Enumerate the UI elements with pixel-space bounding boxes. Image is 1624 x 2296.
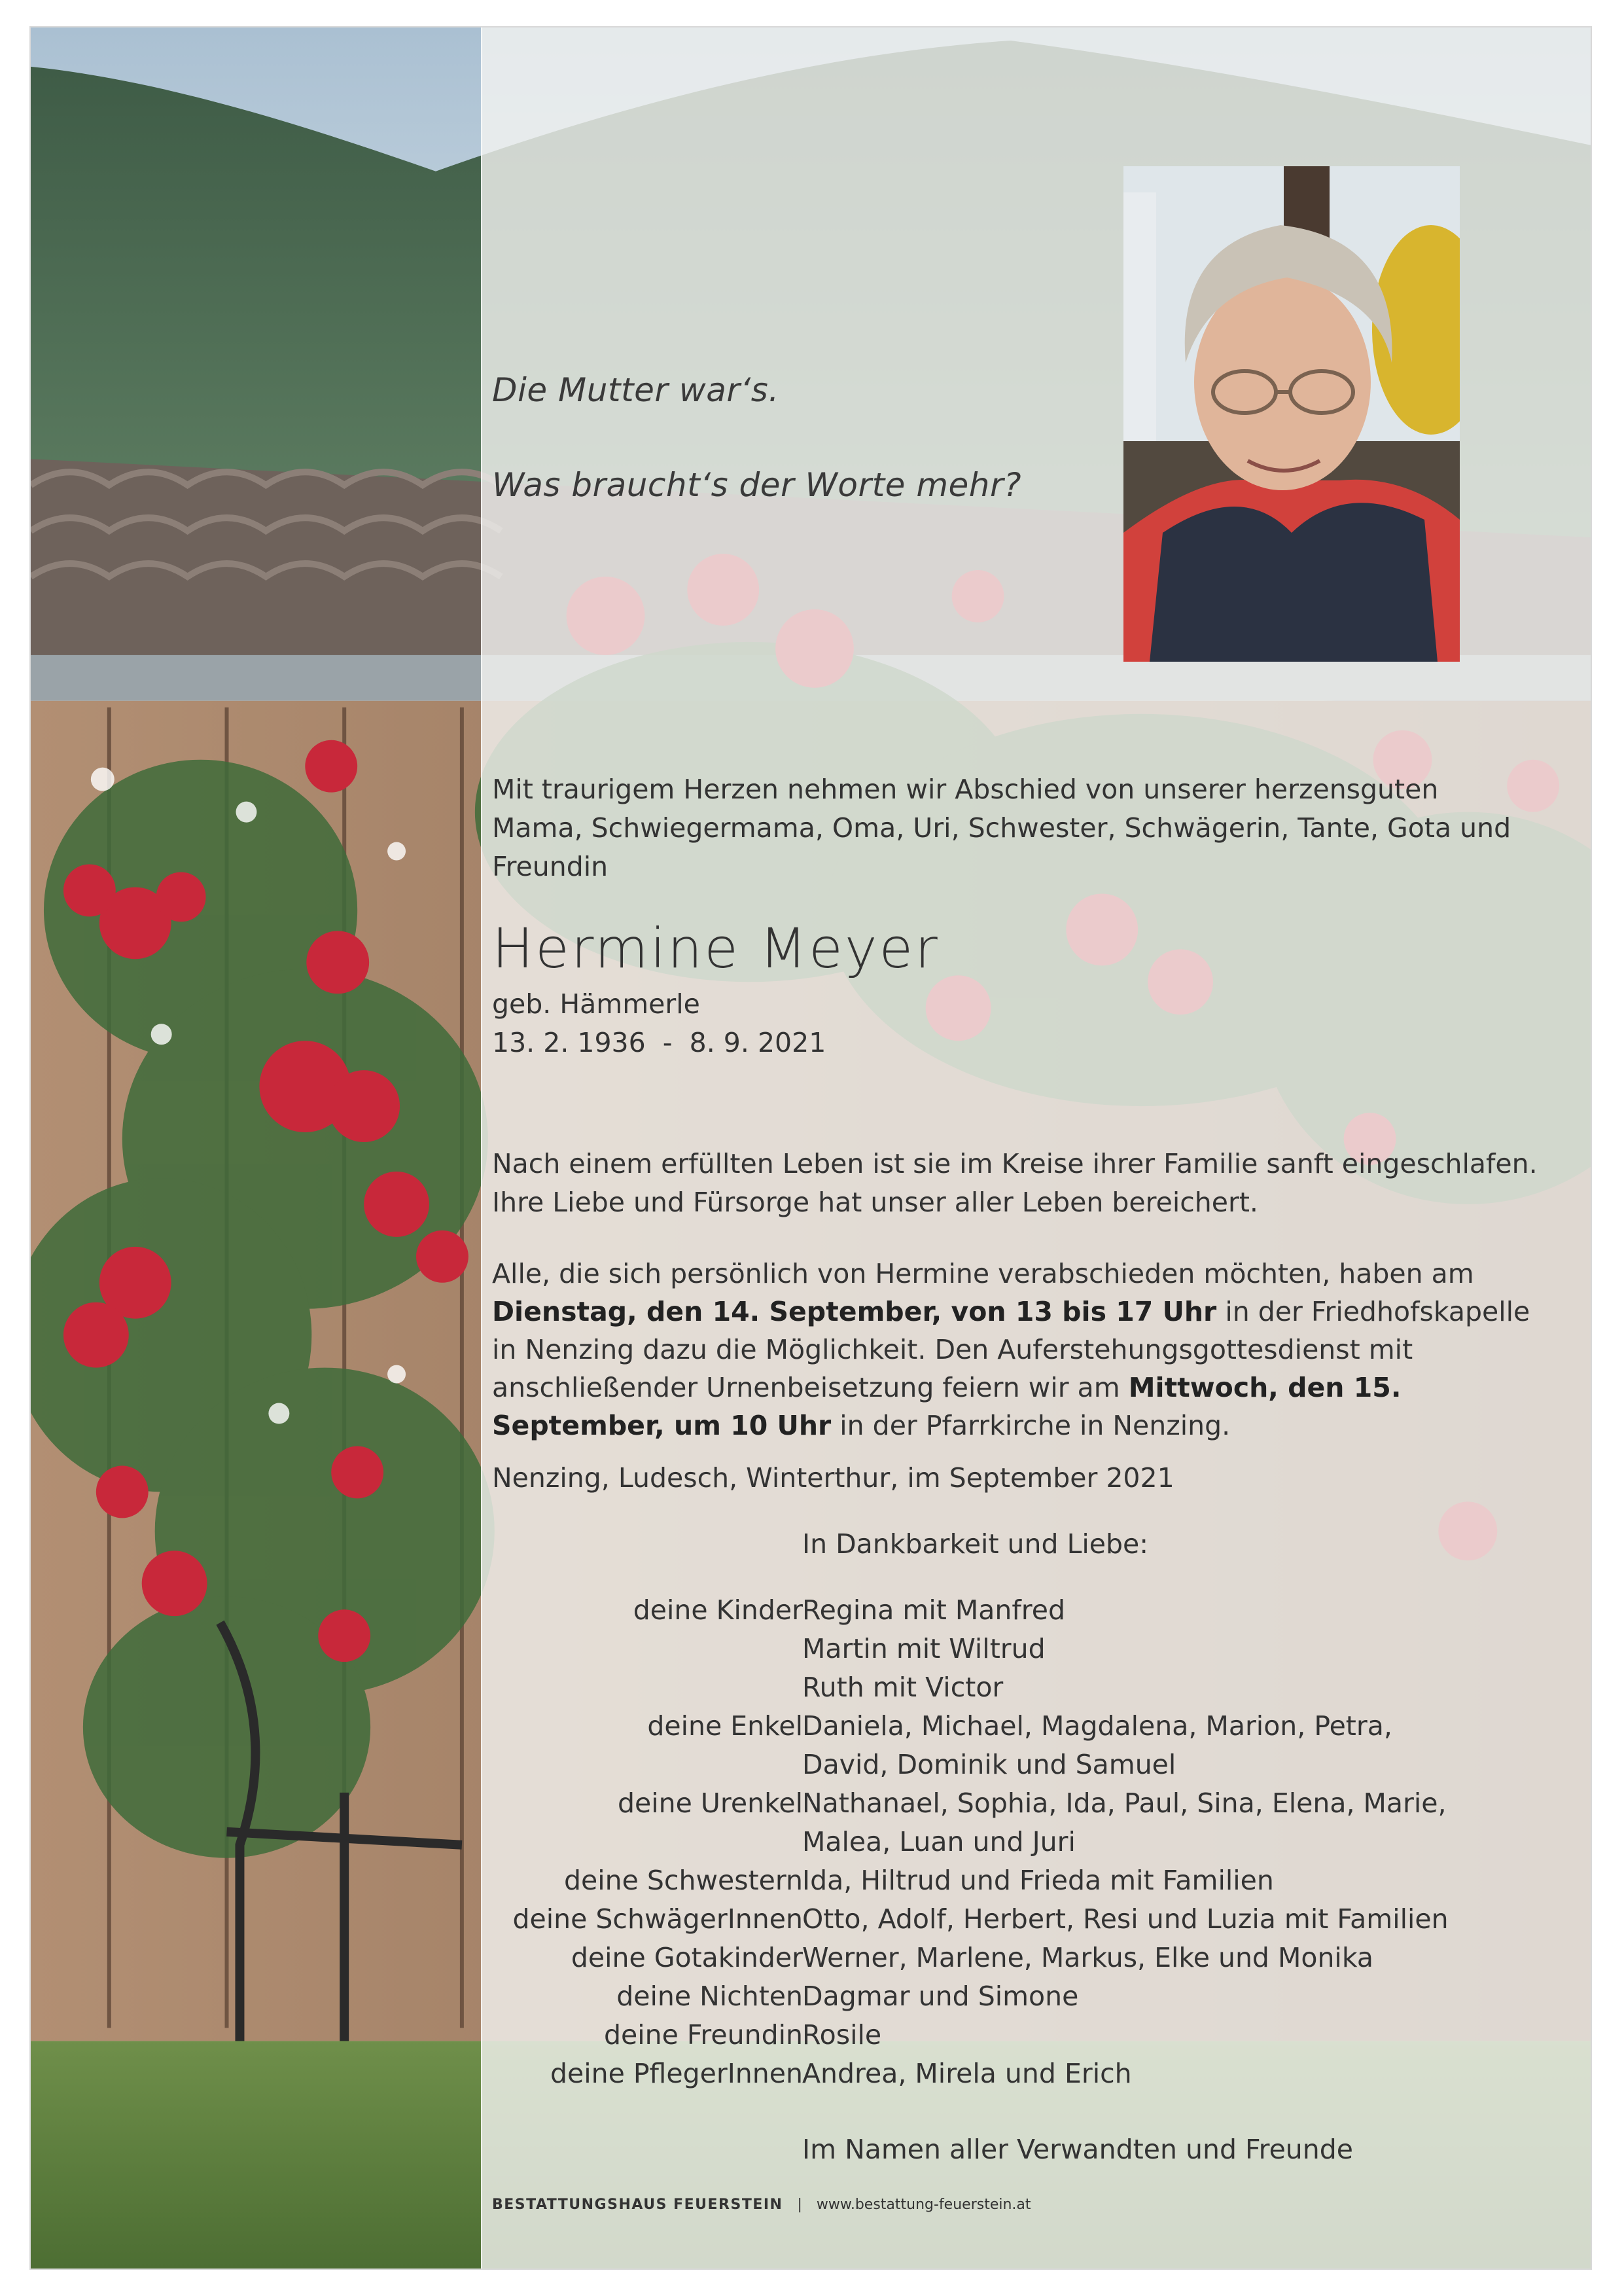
service-text-2: in der Friedhofskapelle in Nenzing dazu die Möglichkeit. Den Auferstehungsgottesdienst mit anschließender Urnenbeisetzung feiern wir am [492,1296,1530,1403]
mourners-list [458,1594,1538,2096]
mourner-row [458,1942,1538,1981]
mourner-relation: deine Gotakinder [571,1942,803,1973]
mourner-names: Dagmar und Simone [802,1981,1079,2012]
footer [492,2197,1031,2213]
mourner-names: Werner, Marlene, Markus, Elke und Monika [802,1942,1373,1973]
thanks-line: In Dankbarkeit und Liebe: [802,1528,1149,1560]
deceased-name: Hermine Meyer [492,916,940,980]
viewing-date: Dienstag, den 14. September, von 13 bis 17 Uhr [492,1296,1217,1327]
mourner-row [458,2019,1538,2058]
mourner-row [458,1710,1538,1749]
mourner-row [458,1787,1538,1826]
mourner-names: Regina mit Manfred [802,1594,1065,1626]
mourner-names: David, Dominik und Samuel [802,1749,1176,1780]
closing-line: Im Namen aller Verwandten und Freunde [802,2134,1354,2165]
mourner-relation: deine Urenkel [618,1787,803,1819]
life-dates: 13. 2. 1936 - 8. 9. 2021 [492,1027,826,1058]
mourner-row [458,1594,1538,1633]
mourner-names: Ida, Hiltrud und Frieda mit Familien [802,1865,1274,1896]
mourner-names: Nathanael, Sophia, Ida, Paul, Sina, Elena, Marie, [802,1787,1447,1819]
mourner-row [458,1903,1538,1942]
mourner-row [458,1749,1538,1787]
paragraph-farewell: Nach einem erfüllten Leben ist sie im Kreise ihrer Familie sanft eingeschlafen. Ihre Liebe und Fürsorge hat unser aller Leben bereichert. [492,1148,1538,1218]
mourner-relation: deine PflegerInnen [550,2058,803,2089]
mourner-relation: deine Kinder [633,1594,803,1626]
footer-separator: | [797,2197,802,2213]
mourner-relation: deine SchwägerInnen [512,1903,803,1935]
quote-line-1: Die Mutter war‘s. [492,371,779,409]
mourner-names: Malea, Luan und Juri [802,1826,1076,1857]
funeral-home-website[interactable]: www.bestattung-feuerstein.at [816,2197,1031,2213]
service-text-3: in der Pfarrkirche in Nenzing. [831,1410,1231,1441]
mourner-names: Rosile [802,2019,882,2051]
mourner-names: Daniela, Michael, Magdalena, Marion, Petra, [802,1710,1392,1742]
intro-text: Mit traurigem Herzen nehmen wir Abschied von unserer herzensguten Mama, Schwiegermama, Oma, Uri, Schwester, Schwägerin, Tante, Gota und Freundin [492,774,1511,882]
place-and-date: Nenzing, Ludesch, Winterthur, im September 2021 [492,1462,1174,1494]
mourner-row [458,1672,1538,1710]
funeral-home-name: BESTATTUNGSHAUS FEUERSTEIN [492,2197,783,2213]
service-text-1: Alle, die sich persönlich von Hermine verabschieden möchten, haben am [492,1258,1474,1289]
mourner-row [458,1826,1538,1865]
mourner-names: Otto, Adolf, Herbert, Resi und Luzia mit Familien [802,1903,1449,1935]
mourner-names: Ruth mit Victor [802,1672,1004,1703]
mourner-row [458,1981,1538,2019]
paragraph-service-details [492,1255,1539,1444]
mourner-row [458,1633,1538,1672]
mourner-relation: deine Schwestern [564,1865,803,1896]
mourner-relation: deine Nichten [616,1981,803,2012]
quote-line-2: Was braucht‘s der Worte mehr? [492,466,1022,504]
mourner-names: Martin mit Wiltrud [802,1633,1046,1664]
mourner-names: Andrea, Mirela und Erich [802,2058,1132,2089]
mass-date: Mittwoch, den 15. September, um 10 Uhr [492,1372,1402,1441]
mourner-relation: deine Enkel [647,1710,803,1742]
portrait-photo [1123,166,1460,662]
mourner-relation: deine Freundin [603,2019,803,2051]
mourner-row [458,1865,1538,1903]
birth-name: geb. Hämmerle [492,988,700,1020]
mourner-row [458,2058,1538,2096]
